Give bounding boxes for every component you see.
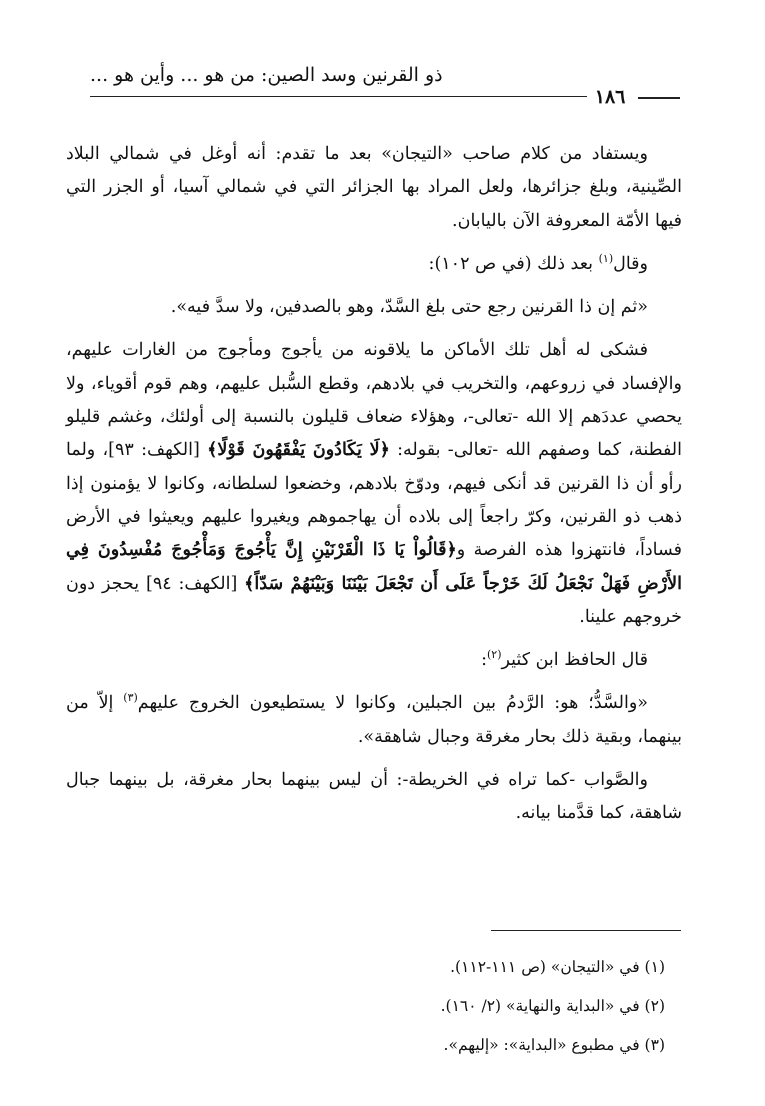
quran-verse-94: ﴿قَالُواْ يَا ذَا الْقَرْنَيْنِ إِنَّ يَأْجُوجَ وَمَأْجُوجَ مُفْسِدُونَ فِي الأَرْضِ فَهَلْ نَجْعَلُ لَكَ خَرْجاً عَلَى أَن تَجْعَلَ بَيْنَنَا وَبَيْنَهُمْ سَدّاً﴾ xyxy=(66,540,682,594)
quran-verse-93: ﴿لَا يَكَادُونَ يَفْقَهُونَ قَوْلًا﴾ xyxy=(207,440,390,461)
paragraph-2 xyxy=(66,248,682,281)
page-number-block xyxy=(587,86,680,108)
p5-text: قال الحافظ ابن كثير xyxy=(501,650,648,671)
quote-tijan: «ثم إن ذا القرنين رجع حتى بلغ السَّدّ، وهو بالصدفين، ولا سدَّ فيه». xyxy=(170,297,648,318)
p2-text-b: بعد ذلك (في ص ١٠٢): xyxy=(428,253,599,274)
footnote-3: (٣) في مطبوع «البداية»: «إليهم». xyxy=(443,1036,665,1054)
running-title: ذو القرنين وسد الصين: من هو ... وأين هو ... xyxy=(90,64,443,86)
footnotes xyxy=(105,948,665,1065)
footnote-separator xyxy=(491,930,681,931)
footnote-2: (٢) في «البداية والنهاية» (٢/ ١٦٠). xyxy=(440,997,665,1015)
footnote-1: (١) في «التيجان» (ص ١١١-١١٢). xyxy=(450,958,665,976)
p6-text-a: «والسَّدُّ؛ هو: الرَّدمُ بين الجبلين، وكانوا لا يستطيعون الخروج عليهم xyxy=(137,693,648,714)
paragraph-4 xyxy=(66,334,682,634)
footnote-ref-2[interactable]: (٢) xyxy=(486,648,502,662)
page-number: ١٨٦ xyxy=(594,86,626,108)
p5-colon: : xyxy=(481,650,487,671)
paragraph-7: والصَّواب -كما تراه في الخريطة-: أن ليس بينهما بحار مغرقة، بل بينهما جبال شاهقة، كما قدَّمنا بيانه. xyxy=(66,770,682,824)
footnote-ref-1[interactable]: (١) xyxy=(598,252,614,266)
p4-text-b: [الكهف: ٩٣]، ولما رأو أن ذا القرنين قد أنكى فيهم، ودوّخ بلادهم، وخضعوا لسلطانه، وكانوا لا يؤمنون إذا ذهب ذو القرنين، وكرّ راجعاً إلى بلاده أن يهاجموهم ويغيروا عليهم ويعيثوا في الأرض فساداً، فانتهزوا هذه الفرصة و xyxy=(66,440,682,561)
main-text xyxy=(66,138,682,841)
paragraph-5 xyxy=(66,644,682,677)
p4-text-a: فشكى له أهل تلك الأماكن ما يلاقونه من يأجوج ومأجوج من الغارات عليهم، والإفساد في زروعهم، والتخريب في بلادهم، وقطع السُّبل عليهم، وهم قوم أقوياء، ولا يحصي عددَهم إلا الله -تعالى-، وهؤلاء ضعاف قليلون بالنسبة إلى أولئك، وغشم قليلو الفطنة، كما وصفهم الله -تعالى- بقوله: xyxy=(66,340,683,461)
p6-text-b: إلاّ من بينهما، وبقية ذلك بحار مغرقة وجبال شاهقة». xyxy=(66,693,682,747)
quote-ibn-kathir xyxy=(66,687,682,754)
p2-text-a: وقال xyxy=(613,253,648,274)
footnote-ref-3[interactable]: (٣) xyxy=(123,691,138,705)
page-header xyxy=(90,64,680,108)
p4-text-c: [الكهف: ٩٤] يحجز دون خروجهم علينا. xyxy=(66,573,682,627)
paragraph-1: ويستفاد من كلام صاحب «التيجان» بعد ما تقدم: أنه أوغل في شمالي البلاد الصِّينية، وبلغ جزائرها، ولعل المراد بها الجزائر التي في شمالي آسيا، أو الجزر التي فيها الأمّة المعروفة الآن باليابان. xyxy=(66,144,682,231)
